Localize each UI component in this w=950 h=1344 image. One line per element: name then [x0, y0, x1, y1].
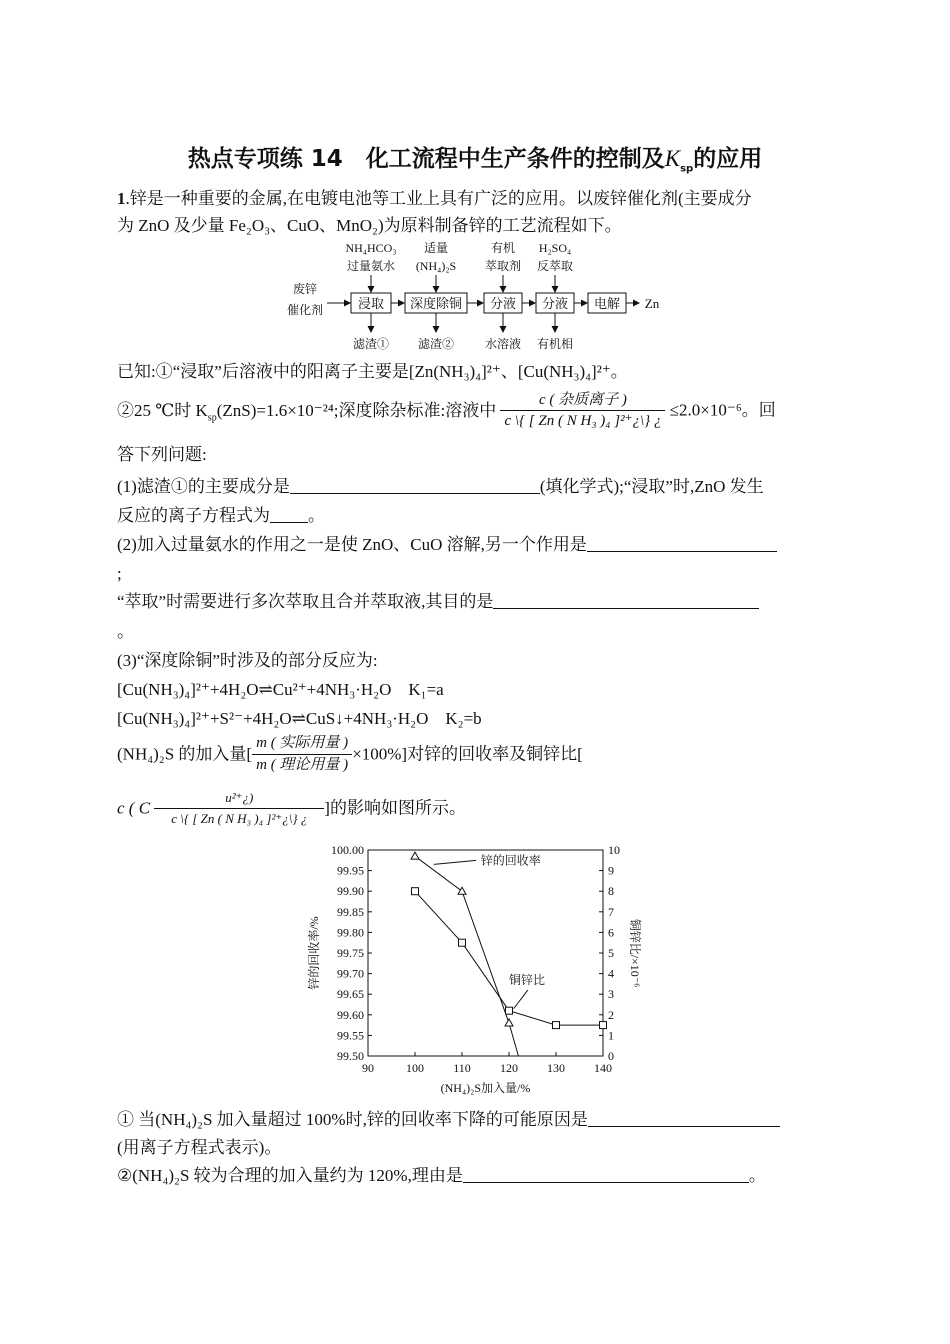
q1-line-2 [117, 504, 837, 528]
subq1-line-2 [117, 1136, 837, 1160]
flow-reagent-3a: 有机 [490, 241, 516, 255]
q3-text-a: (3)“深度除铜”时涉及的部分反应为: [117, 651, 378, 670]
data-point-recovery [411, 852, 419, 859]
q2-line-3 [117, 590, 837, 614]
subq1-text-b: (用离子方程式表示)。 [117, 1138, 282, 1157]
flow-box-label-1: 浸取 [357, 296, 385, 311]
q2-blank-role[interactable] [587, 535, 777, 552]
y-right-tick-label: 3 [608, 987, 614, 1002]
known-text-3: 答下列问题: [117, 445, 207, 464]
flow-box-label-2: 深度除铜 [409, 296, 463, 311]
y-left-tick-label: 99.95 [337, 863, 364, 878]
x-tick-label: 140 [594, 1061, 612, 1075]
y-left-tick-label: 99.50 [337, 1049, 364, 1063]
q3-text-b2: ×100%]对锌的回收率及铜锌比[ [352, 744, 583, 764]
dosage-denominator: m ( 理论用量 ) [256, 757, 349, 773]
y-right-tick-label: 9 [608, 863, 614, 878]
ratio-denominator: c \{ [ Zn ( N H₃ )₄ ]²⁺¿\} ¿ [171, 811, 308, 826]
intro-text-2: 为 ZnO 及少量 Fe₂O₃、CuO、MnO₂)为原料制备锌的工艺流程如下。 [117, 216, 622, 235]
known-line-1 [117, 360, 837, 384]
y-left-tick-label: 99.75 [337, 946, 364, 960]
flow-reagent-1a: NH₄HCO₃ [345, 241, 397, 255]
data-point-recovery [505, 1019, 513, 1026]
q1-text-d: 。 [308, 506, 325, 525]
known-text-2b: (ZnS)=1.6×10⁻²⁴;深度除杂标准:溶液中 [216, 400, 497, 420]
subq1-blank-equation[interactable] [588, 1110, 780, 1127]
q2-text-d: 。 [117, 622, 134, 641]
y-right-tick-label: 7 [608, 904, 614, 919]
ratio-callout-label: 铜锌比 [509, 972, 546, 987]
ratio-numerator: u²⁺¿) [154, 788, 324, 809]
reaction-1-text: [Cu(NH₃)₄]²⁺+4H₂O⇌Cu²⁺+4NH₃·H₂O K₁=a [117, 680, 444, 699]
known-line-2 [117, 390, 837, 436]
y-right-tick-label: 5 [608, 946, 614, 960]
subq2-text-a: ②(NH₄)₂S 较为合理的加入量约为 120%,理由是 [117, 1166, 463, 1185]
q3-text-c1: c ( C [117, 798, 151, 818]
known-line-3 [117, 443, 837, 467]
q2-blank-purpose[interactable] [493, 592, 759, 609]
y-right-tick-label: 0 [608, 1049, 614, 1063]
data-point-ratio [553, 1022, 560, 1029]
title-tail: 的应用 [693, 146, 763, 172]
y-left-axis-label: 锌的回收率/% [307, 916, 321, 990]
y-left-tick-label: 99.90 [337, 884, 364, 899]
y-left-tick-label: 100.00 [331, 843, 364, 857]
y-left-tick-label: 99.70 [337, 966, 364, 981]
q3-reaction-1 [117, 678, 837, 702]
fraction-numerator: c ( 杂质离子 ) [500, 390, 665, 411]
flow-end-product: Zn [644, 296, 660, 311]
flow-product-2: 滤渣② [417, 337, 455, 351]
flow-reagent-1b: 过量氨水 [346, 259, 396, 273]
subq2-line [117, 1164, 837, 1188]
q1-blank-residue[interactable] [290, 477, 540, 494]
page-title [0, 140, 950, 173]
q3-text-c2: ]的影响如图所示。 [324, 798, 466, 818]
q3-line-ratio [117, 788, 837, 838]
q2-text-b: ; [117, 564, 122, 583]
q3-line-1 [117, 649, 837, 673]
flow-start-line-1: 废锌 [292, 282, 318, 296]
fraction-denominator-text: c \{ [ Zn ( N H₃ )₄ ]²⁺¿\} ¿ [504, 413, 662, 429]
series-line-0 [415, 856, 518, 1056]
q1-blank-equation[interactable] [270, 506, 308, 523]
q2-line-1 [117, 533, 837, 557]
x-tick-label: 100 [406, 1061, 424, 1075]
series-line-1 [415, 891, 603, 1025]
data-point-ratio [506, 1007, 513, 1014]
q1-text-a: (1)滤渣①的主要成分是 [117, 477, 290, 496]
y-right-tick-label: 10 [608, 843, 620, 857]
flow-reagent-4b: 反萃取 [536, 259, 574, 273]
y-right-tick-label: 8 [608, 884, 614, 899]
data-point-recovery [458, 887, 466, 894]
q2-text-a: (2)加入过量氨水的作用之一是使 ZnO、CuO 溶解,另一个作用是 [117, 535, 587, 554]
recovery-callout-line [434, 860, 476, 864]
data-point-ratio [600, 1022, 607, 1029]
flow-product-1: 滤渣① [352, 337, 390, 351]
title-k-sub: sp [680, 163, 694, 175]
flow-reagent-4a: H₂SO₄ [538, 241, 572, 255]
flow-box-label-3: 分液 [489, 296, 517, 311]
known-text-2a: ②25 ℃时 K [117, 400, 208, 420]
flow-box-label-5: 电解 [593, 296, 621, 311]
title-k: K [664, 146, 681, 171]
y-right-tick-label: 2 [608, 1007, 614, 1022]
subq2-text-b: 。 [748, 1166, 766, 1185]
dosage-numerator: m ( 实际用量 ) [252, 733, 352, 755]
y-left-tick-label: 99.80 [337, 925, 364, 940]
purity-standard-fraction [500, 390, 665, 431]
data-point-ratio [412, 888, 419, 895]
flow-start-line-2: 催化剂 [286, 303, 324, 317]
y-left-tick-label: 99.85 [337, 904, 364, 919]
y-left-tick-label: 99.55 [337, 1028, 364, 1043]
ratio-fraction [154, 788, 324, 829]
flow-product-4: 有机相 [536, 337, 574, 351]
flow-product-3: 水溶液 [484, 337, 522, 351]
ratio-callout-line [514, 990, 528, 1009]
intro-line-2 [117, 214, 837, 238]
known-ksp-prefix: ②25 ℃时 $K_{sp}(ZnS)=1.6\times 10^{-24}$;深度除杂标准:溶液中 [117, 400, 497, 423]
flow-reagent-2a: 适量 [423, 241, 449, 255]
y-right-tick-label: 1 [608, 1028, 614, 1043]
q1-text-c: 反应的离子方程式为 [117, 506, 270, 525]
intro-line-1 [117, 187, 837, 211]
y-right-tick-label: 6 [608, 925, 614, 940]
question-number: 1 [117, 189, 126, 208]
q2-line-4 [117, 620, 837, 644]
x-tick-label: 120 [500, 1061, 518, 1075]
flow-reagent-2b: (NH₄)₂S [415, 259, 457, 273]
recovery-ratio-chart [300, 842, 660, 1097]
recovery-callout-label: 锌的回收率 [480, 853, 541, 868]
q3-text-b1: (NH₄)₂S 的加入量[ [117, 744, 253, 764]
subq1-line-1 [117, 1108, 837, 1132]
x-tick-label: 110 [453, 1061, 471, 1075]
q2-text-c: “萃取”时需要进行多次萃取且合并萃取液,其目的是 [117, 592, 494, 611]
y-left-tick-label: 99.60 [337, 1007, 364, 1022]
x-axis-label: (NH₄)₂S加入量/% [440, 1081, 531, 1095]
title-main: 热点专项练 14 化工流程中生产条件的控制及 [187, 146, 665, 172]
process-flow-diagram [285, 238, 665, 354]
q2-line-2 [117, 562, 837, 586]
x-tick-label: 90 [362, 1061, 374, 1075]
q3-line-amount [117, 733, 837, 783]
flow-reagent-3b: 萃取剂 [484, 259, 522, 273]
y-right-axis-label: 铜锌比/×10⁻⁶ [628, 918, 642, 988]
q1-line-1 [117, 475, 837, 499]
data-point-ratio [459, 939, 466, 946]
reaction-2-text: [Cu(NH₃)₄]²⁺+S²⁻+4H₂O⇌CuS↓+4NH₃·H₂O K₂=b [117, 709, 482, 728]
y-left-tick-label: 99.65 [337, 987, 364, 1002]
q3-reaction-2 [117, 707, 837, 731]
subq2-blank-reason[interactable] [463, 1166, 749, 1183]
x-tick-label: 130 [547, 1061, 565, 1075]
flow-box-label-4: 分液 [541, 296, 569, 311]
dosage-fraction [252, 733, 352, 776]
subq1-text-a: ① 当(NH₄)₂S 加入量超过 100%时,锌的回收率下降的可能原因是 [117, 1110, 588, 1129]
known-text-2c: ≤2.0×10⁻⁶。回 [669, 400, 776, 420]
y-right-tick-label: 4 [608, 966, 614, 981]
q1-text-b: (填化学式);“浸取”时,ZnO 发生 [539, 477, 764, 496]
known-text-1: 已知:①“浸取”后溶液中的阳离子主要是[Zn(NH₃)₄]²⁺、[Cu(NH₃)₄]²⁺。 [117, 362, 628, 381]
fraction-denominator [500, 411, 665, 431]
intro-text-1: .锌是一种重要的金属,在电镀电池等工业上具有广泛的应用。以废锌催化剂(主要成分 [125, 189, 752, 208]
